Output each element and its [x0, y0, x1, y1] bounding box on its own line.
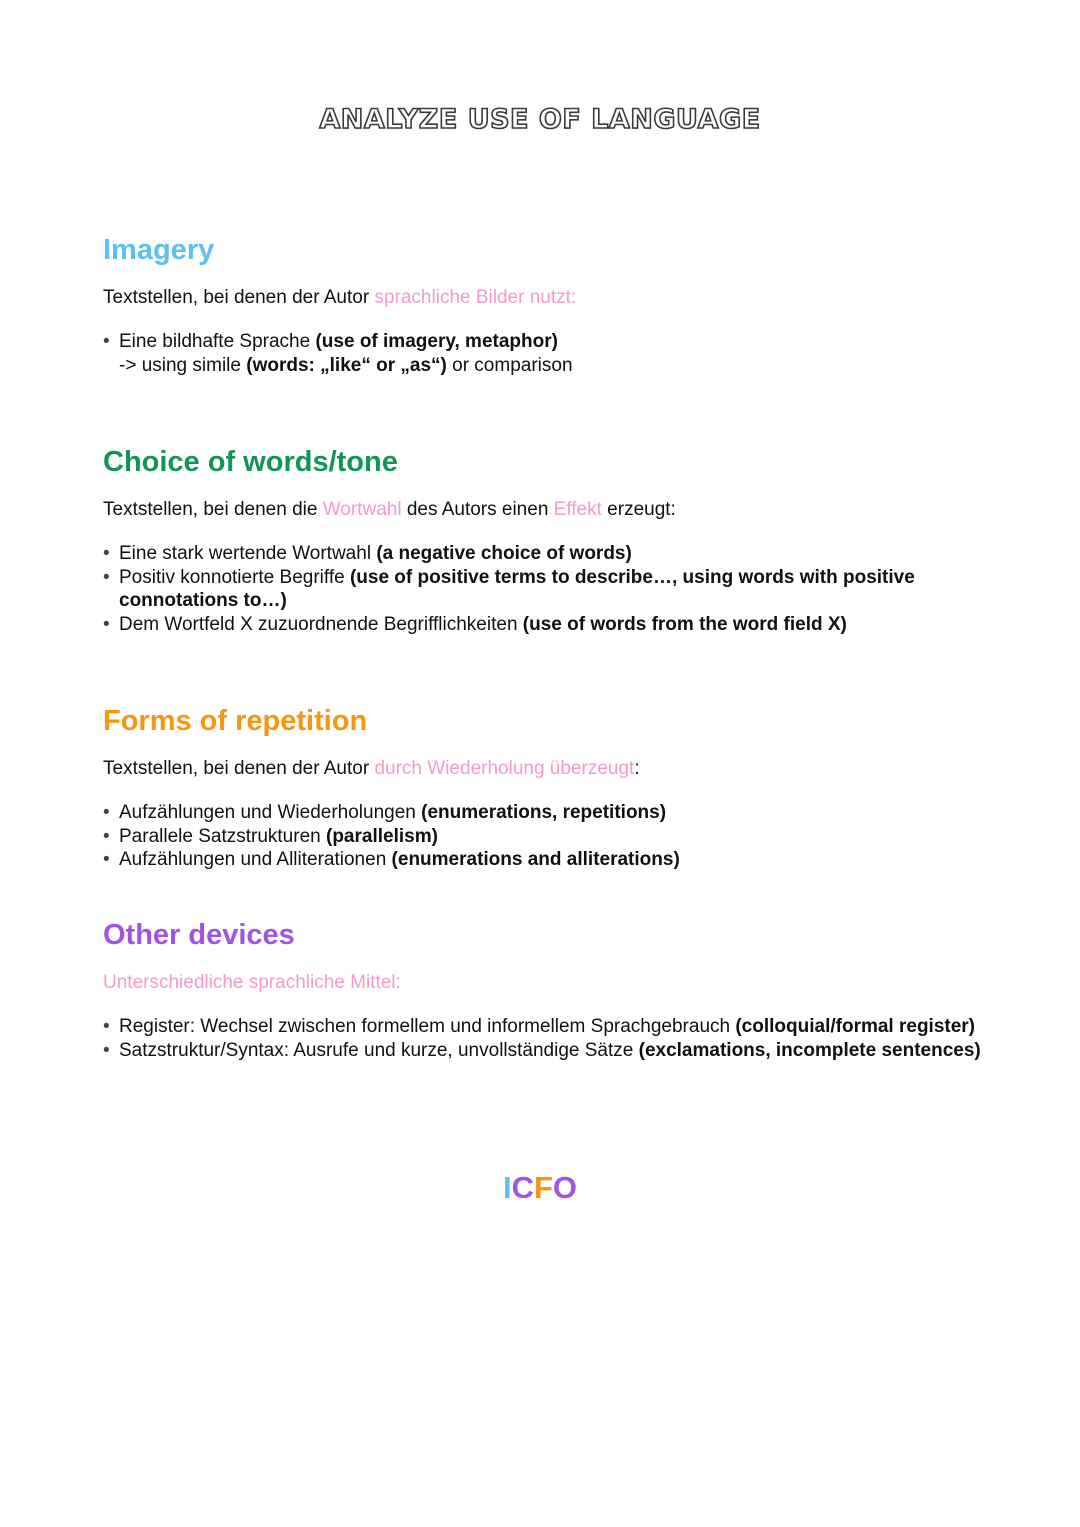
repetition-intro: Textstellen, bei denen der Autor durch Wiederholung überzeugt:	[103, 758, 640, 779]
list-item: • Parallele Satzstrukturen (parallelism)	[103, 825, 983, 849]
acronym-letter-f: F	[533, 1170, 553, 1205]
choice-heading: Choice of words/tone	[103, 446, 398, 478]
choice-list	[103, 542, 983, 636]
imagery-heading: Imagery	[103, 234, 215, 266]
list-item: • Aufzählungen und Wiederholungen (enumerations, repetitions)	[103, 801, 983, 825]
list-item: • Register: Wechsel zwischen formellem und informellem Sprachgebrauch (colloquial/formal register)	[103, 1015, 983, 1039]
list-item: • Dem Wortfeld X zuzuordnende Begrifflichkeiten (use of words from the word field X)	[103, 613, 983, 637]
section-imagery	[103, 233, 983, 377]
icfo-acronym	[0, 1170, 1080, 1206]
section-repetition	[103, 704, 983, 872]
other-intro: Unterschiedliche sprachliche Mittel:	[103, 972, 401, 993]
list-item: • Satzstruktur/Syntax: Ausrufe und kurze, unvollständige Sätze (exclamations, incomplete sentences)	[103, 1039, 983, 1063]
acronym-letter-c: C	[511, 1170, 534, 1205]
other-heading: Other devices	[103, 919, 295, 951]
list-item: • Aufzählungen und Alliterationen (enumerations and alliterations)	[103, 848, 983, 872]
list-item: • Eine stark wertende Wortwahl (a negative choice of words)	[103, 542, 983, 566]
list-item: • Positiv konnotierte Begriffe (use of positive terms to describe…, using words with positive connotations to…)	[103, 566, 983, 613]
repetition-list	[103, 801, 983, 872]
other-list	[103, 1015, 983, 1062]
choice-intro: Textstellen, bei denen die Wortwahl des Autors einen Effekt erzeugt:	[103, 499, 676, 520]
acronym-letter-i: I	[502, 1170, 512, 1205]
page-title: ANALYZE USE OF LANGUAGE	[319, 104, 761, 135]
section-choice-of-words	[103, 445, 983, 636]
imagery-list	[103, 330, 983, 377]
section-other-devices	[103, 918, 983, 1062]
list-item: • Eine bildhafte Sprache (use of imagery, metaphor) -> using simile (words: „like“ or „as“) or comparison	[103, 330, 983, 377]
acronym-letter-o: O	[552, 1170, 578, 1205]
imagery-intro: Textstellen, bei denen der Autor sprachliche Bilder nutzt:	[103, 287, 577, 308]
repetition-heading: Forms of repetition	[103, 705, 368, 737]
